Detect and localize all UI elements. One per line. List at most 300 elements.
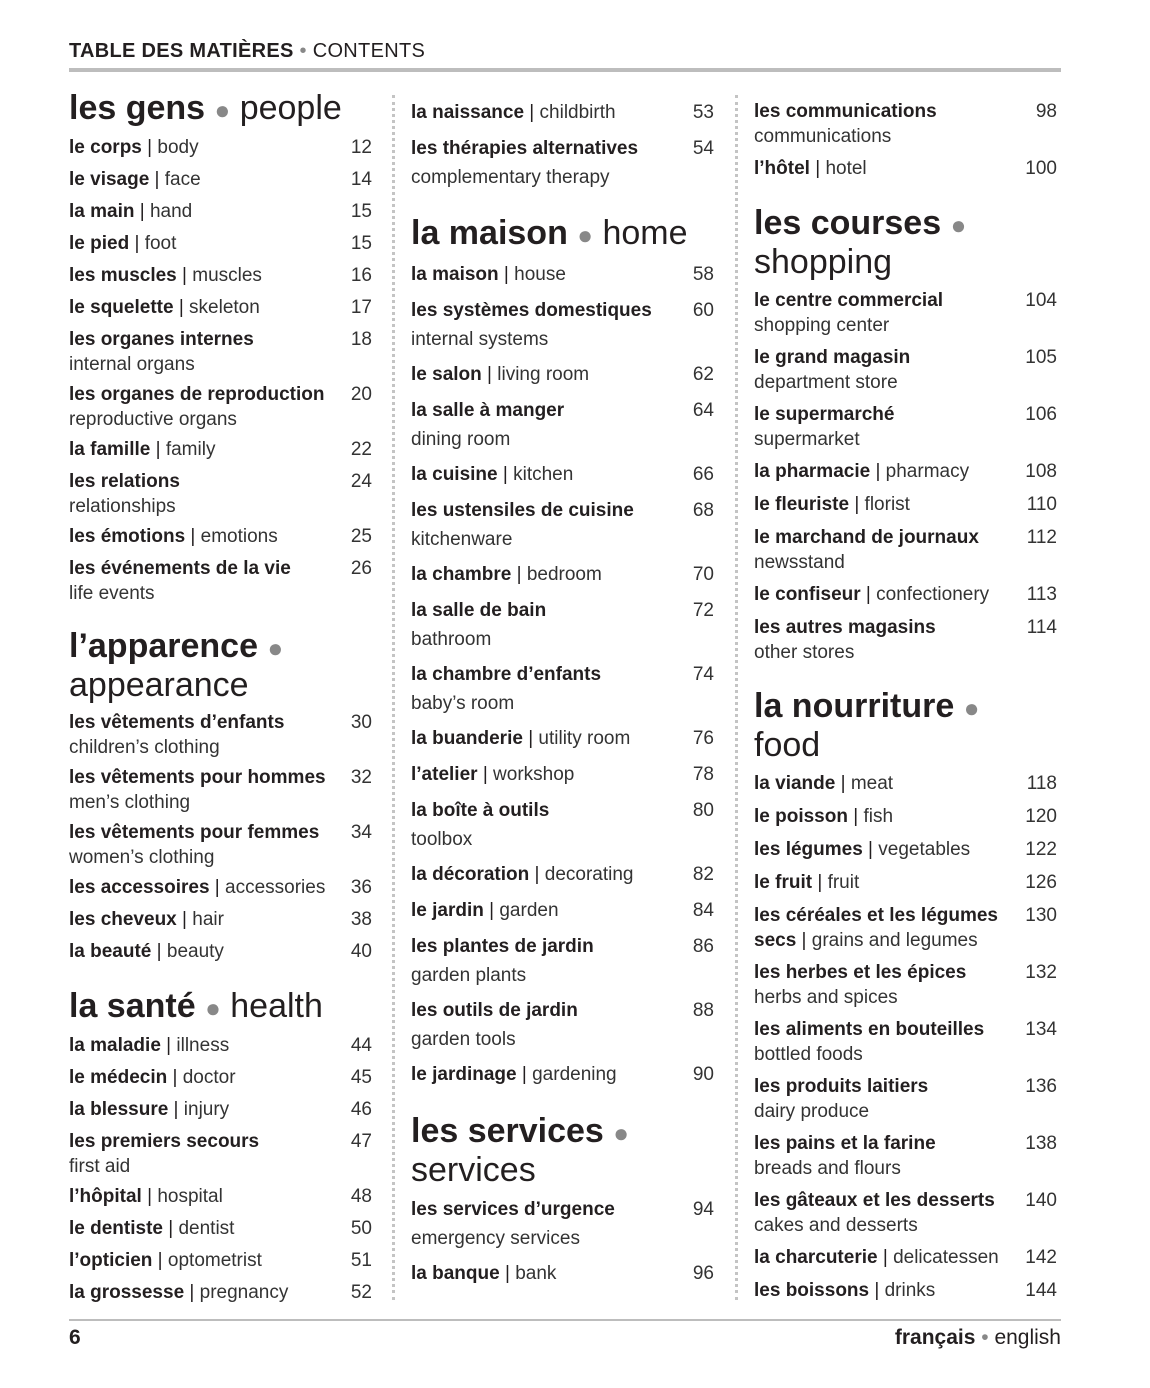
toc-entry[interactable] [411, 257, 714, 293]
entry-title-fr[interactable]: la salle de bain [411, 600, 547, 621]
entry-line: l’opticien | optometrist [69, 1250, 262, 1271]
entry-line [411, 1225, 674, 1253]
entry-title-fr-cont[interactable]: secs [754, 929, 797, 951]
contents-column-2 [411, 95, 714, 1292]
entry-title-fr[interactable]: les vêtements pour hommes [69, 767, 326, 788]
entry-page-number: 122 [1025, 839, 1057, 860]
entry-title-fr[interactable]: les gâteaux et les desserts [754, 1190, 995, 1211]
entry-line [754, 551, 1017, 575]
entry-page-number: 80 [692, 800, 714, 821]
entry-title-en: emergency services [411, 1228, 580, 1249]
entry-line [411, 626, 674, 654]
entry-line [411, 164, 674, 192]
entry-text [411, 993, 674, 1057]
entry-title-fr[interactable]: la buanderie [411, 728, 523, 749]
entry-text [69, 132, 332, 164]
entry-title-fr[interactable]: les services d’urgence [411, 1199, 615, 1220]
toc-entry[interactable] [69, 936, 372, 968]
entry-title-fr[interactable]: la cuisine [411, 464, 498, 485]
entry-page-number: 36 [350, 877, 372, 898]
entry-page-number: 126 [1025, 872, 1057, 893]
entry-text [411, 393, 674, 457]
toc-entry[interactable] [754, 956, 1057, 1013]
entry-text [411, 1057, 674, 1093]
entry-title-fr[interactable]: les pains et la farine [754, 1133, 936, 1154]
entry-title-fr[interactable]: les organes de reproduction [69, 384, 325, 405]
entry-title-fr[interactable]: le jardinage [411, 1064, 517, 1085]
entry-title-fr[interactable]: le grand magasin [754, 347, 911, 368]
toc-entry[interactable] [754, 1070, 1057, 1127]
entry-title-fr[interactable]: les événements de la vie [69, 558, 291, 579]
entry-text [411, 657, 674, 721]
entry-title-en: first aid [69, 1155, 131, 1177]
toc-entry[interactable] [754, 398, 1057, 455]
entry-text [754, 956, 1017, 1013]
entry-page-number: 120 [1025, 806, 1057, 827]
toc-entry[interactable] [69, 707, 372, 762]
section-title-fr: les courses [754, 204, 942, 242]
entry-title-fr[interactable]: le médecin [69, 1067, 168, 1088]
entry-title-fr[interactable]: la viande [754, 773, 836, 794]
entry-page-number: 84 [692, 900, 714, 921]
entry-title-fr[interactable]: les systèmes domestiques [411, 300, 652, 321]
entry-title-en: men’s clothing [69, 791, 191, 813]
toc-entry[interactable] [754, 1013, 1057, 1070]
entry-title-en: skeleton [189, 297, 260, 318]
toc-entry[interactable] [69, 872, 372, 904]
entry-title-fr[interactable]: les premiers secours [69, 1131, 260, 1152]
entry-line: secs | grains and legumes [754, 929, 978, 951]
entry-page-number: 18 [350, 329, 372, 350]
entry-title-fr[interactable]: les émotions [69, 526, 186, 547]
entry-title-en: department store [754, 371, 898, 393]
entry-page-number: 30 [350, 712, 372, 733]
entry-page-number: 68 [692, 500, 714, 521]
entry-line [69, 817, 332, 849]
entry-line: la blessure | injury [69, 1099, 230, 1120]
entry-title-fr[interactable]: le corps [69, 137, 142, 158]
entry-title-en: dining room [411, 429, 511, 450]
entry-title-fr[interactable]: la blessure [69, 1099, 169, 1120]
entry-title-fr[interactable]: les boissons [754, 1280, 870, 1301]
entry-text [411, 793, 674, 857]
toc-entry[interactable] [69, 260, 372, 292]
entry-page-number: 25 [350, 526, 372, 547]
toc-entry[interactable] [411, 857, 714, 893]
entry-page-number: 22 [350, 439, 372, 460]
toc-entry[interactable] [69, 1181, 372, 1213]
toc-entry[interactable] [411, 721, 714, 757]
entry-line [754, 521, 1017, 554]
bullet-separator: • [299, 40, 307, 62]
entry-line [69, 324, 332, 356]
toc-entry[interactable] [69, 1030, 372, 1062]
entry-text [754, 1070, 1017, 1127]
entry-title-en: communications [754, 125, 892, 147]
entry-line: la décoration | decorating [411, 864, 634, 885]
entry-title-en: women’s clothing [69, 846, 215, 868]
entry-title-en: garden [499, 900, 559, 921]
entry-title-en: kitchenware [411, 529, 513, 550]
section-title-en: services [411, 1151, 536, 1189]
toc-entry[interactable] [69, 292, 372, 324]
toc-entry[interactable] [411, 993, 714, 1057]
toc-entry[interactable] [411, 557, 714, 593]
entry-title-fr[interactable]: le poisson [754, 806, 848, 827]
footer-lang-fr: français [894, 1326, 976, 1349]
column-divider [392, 95, 395, 1300]
entry-title-fr[interactable]: l’hôtel [754, 158, 810, 179]
entry-title-fr[interactable]: le pied [69, 233, 130, 254]
toc-entry[interactable] [754, 611, 1057, 668]
entry-text [69, 872, 332, 904]
entry-line: la charcuterie | delicatessen [754, 1247, 999, 1268]
entry-title-en: bedroom [526, 564, 602, 585]
entry-line: la buanderie | utility room [411, 728, 631, 749]
toc-entry[interactable] [411, 929, 714, 993]
entry-text [411, 1192, 674, 1256]
entry-title-en: grains and legumes [811, 929, 978, 951]
entry-page-number: 48 [350, 1186, 372, 1207]
entry-text [69, 817, 332, 872]
entry-title-fr[interactable]: les muscles [69, 265, 177, 286]
entry-title-fr[interactable]: la pharmacie [754, 461, 871, 482]
entry-title-en: accessories [225, 877, 326, 898]
entry-text [411, 557, 674, 593]
entry-title-fr[interactable]: les vêtements d’enfants [69, 712, 285, 733]
entry-title-fr[interactable]: l’opticien [69, 1250, 153, 1271]
toc-entry[interactable] [69, 817, 372, 872]
entry-title-en: doctor [182, 1067, 236, 1088]
entry-page-number: 104 [1025, 290, 1057, 311]
entry-title-en: delicatessen [893, 1247, 999, 1268]
footer-languages [895, 1326, 1061, 1350]
entry-title-fr[interactable]: la naissance [411, 102, 525, 123]
entry-title-en: workshop [493, 764, 575, 785]
entry-text [411, 893, 674, 929]
entry-title-fr[interactable]: les légumes [754, 839, 863, 860]
bullet-separator: ● [214, 95, 231, 125]
entry-title-en: living room [497, 364, 590, 385]
entry-title-fr[interactable]: l’atelier [411, 764, 478, 785]
entry-line [69, 762, 332, 794]
entry-line [411, 793, 674, 829]
entry-line [69, 553, 332, 585]
entry-line: le pied | foot [69, 233, 177, 254]
entry-line [69, 736, 332, 759]
entry-title-fr[interactable]: le centre commercial [754, 290, 944, 311]
toc-entry[interactable] [754, 1241, 1057, 1274]
entry-title-fr[interactable]: la charcuterie [754, 1247, 878, 1268]
toc-entry[interactable] [754, 488, 1057, 521]
entry-text [69, 521, 332, 553]
entry-line [69, 379, 332, 411]
toc-entry[interactable] [411, 457, 714, 493]
toc-entry[interactable] [69, 132, 372, 164]
entry-text [754, 1241, 1017, 1274]
entry-text [754, 284, 1017, 341]
entry-title-fr[interactable]: le salon [411, 364, 482, 385]
entry-line [754, 611, 1017, 644]
entry-title-fr[interactable]: les herbes et les épices [754, 962, 967, 983]
entry-page-number: 142 [1025, 1247, 1057, 1268]
entry-title-en: life events [69, 582, 155, 604]
entry-title-fr[interactable]: la famille [69, 439, 151, 460]
entry-text [69, 1181, 332, 1213]
toc-entry[interactable] [69, 164, 372, 196]
entry-line [754, 1184, 1017, 1217]
entry-title-fr[interactable]: la boîte à outils [411, 800, 550, 821]
entry-title-en: muscles [192, 265, 262, 286]
entry-title-fr[interactable]: le jardin [411, 900, 484, 921]
entry-title-fr[interactable]: la chambre [411, 564, 512, 585]
toc-entry[interactable] [69, 1126, 372, 1181]
header-rule [69, 68, 1061, 72]
entry-title-fr[interactable]: les communications [754, 101, 937, 122]
toc-entry[interactable] [69, 521, 372, 553]
toc-entry[interactable] [411, 757, 714, 793]
entry-title-en: baby’s room [411, 693, 515, 714]
entry-title-en: house [514, 264, 566, 285]
toc-entry[interactable] [69, 466, 372, 521]
entry-line [411, 1192, 674, 1228]
entry-title-en: internal organs [69, 353, 195, 375]
entry-page-number: 12 [350, 137, 372, 158]
entry-page-number: 20 [350, 384, 372, 405]
entry-text [754, 800, 1017, 833]
entry-title-fr[interactable]: le supermarché [754, 404, 895, 425]
entry-text [754, 899, 1017, 956]
entry-title-fr[interactable]: les thérapies alternatives [411, 138, 639, 159]
entry-page-number: 110 [1026, 494, 1057, 515]
section-title-en: appearance [69, 666, 249, 704]
contents-column-1 [69, 90, 372, 1309]
toc-entry[interactable] [69, 553, 372, 608]
entry-text [69, 1094, 332, 1126]
entry-page-number: 16 [350, 265, 372, 286]
entry-line [754, 1214, 1017, 1238]
toc-entry[interactable] [754, 578, 1057, 611]
entry-title-en: illness [176, 1035, 230, 1056]
entry-title-fr[interactable]: les plantes de jardin [411, 936, 594, 957]
entry-title-fr[interactable]: les aliments en bouteilles [754, 1019, 985, 1040]
toc-entry[interactable] [411, 95, 714, 131]
entry-title-en: family [165, 439, 216, 460]
entry-text [754, 611, 1017, 668]
toc-entry[interactable] [754, 284, 1057, 341]
entry-page-number: 114 [1026, 617, 1057, 638]
toc-entry[interactable] [754, 1184, 1057, 1241]
toc-entry[interactable] [754, 800, 1057, 833]
toc-entry[interactable] [411, 131, 714, 195]
bullet-separator: ● [267, 633, 284, 663]
toc-entry[interactable] [411, 893, 714, 929]
toc-entry[interactable] [69, 762, 372, 817]
entry-page-number: 54 [692, 138, 714, 159]
entry-title-en: fish [863, 806, 894, 827]
entry-title-fr[interactable]: le fleuriste [754, 494, 850, 515]
toc-entry[interactable] [69, 1245, 372, 1277]
entry-line [411, 690, 674, 718]
entry-line: la viande | meat [754, 773, 894, 794]
entry-page-number: 70 [692, 564, 714, 585]
toc-entry[interactable] [754, 1127, 1057, 1184]
entry-page-number: 34 [350, 822, 372, 843]
entry-title-fr[interactable]: l’hôpital [69, 1186, 142, 1207]
entry-page-number: 130 [1025, 905, 1057, 926]
entry-text [754, 398, 1017, 455]
entry-line: le confiseur | confectionery [754, 584, 990, 605]
entry-title-fr[interactable]: la maison [411, 264, 499, 285]
section-heading [69, 628, 372, 704]
toc-entry[interactable] [411, 1192, 714, 1256]
entry-page-number: 105 [1025, 347, 1057, 368]
toc-entry[interactable] [411, 793, 714, 857]
section-heading [69, 90, 372, 129]
entry-line [754, 986, 1017, 1010]
entry-title-fr[interactable]: la beauté [69, 941, 152, 962]
entry-title-en: shopping center [754, 314, 890, 336]
entry-line: le médecin | doctor [69, 1067, 236, 1088]
toc-entry[interactable] [754, 899, 1057, 956]
entry-page-number: 88 [692, 1000, 714, 1021]
entry-page-number: 44 [350, 1035, 372, 1056]
bullet-separator: ● [613, 1118, 630, 1148]
entry-title-en: utility room [538, 728, 631, 749]
entry-line: la chambre | bedroom [411, 564, 602, 585]
entry-text [69, 164, 332, 196]
toc-entry[interactable] [411, 393, 714, 457]
toc-entry[interactable] [754, 866, 1057, 899]
entry-text [69, 228, 332, 260]
entry-line: le corps | body [69, 137, 199, 158]
toc-entry[interactable] [754, 455, 1057, 488]
toc-entry[interactable] [411, 657, 714, 721]
entry-title-en: bathroom [411, 629, 492, 650]
toc-entry[interactable] [69, 1277, 372, 1309]
entry-title-fr[interactable]: la chambre d’enfants [411, 664, 602, 685]
section-heading [69, 988, 372, 1027]
entry-title-fr[interactable]: la maladie [69, 1035, 161, 1056]
toc-entry[interactable] [411, 357, 714, 393]
entry-title-fr[interactable]: le fruit [754, 872, 813, 893]
entry-title-en: pharmacy [885, 461, 970, 482]
entry-line [754, 341, 1017, 374]
entry-page-number: 76 [692, 728, 714, 749]
entry-line [69, 1126, 332, 1158]
entry-title-fr[interactable]: la grossesse [69, 1282, 185, 1303]
entry-title-en: pregnancy [199, 1282, 289, 1303]
entry-line [411, 1026, 674, 1054]
toc-entry[interactable] [754, 833, 1057, 866]
entry-title-fr[interactable]: la décoration [411, 864, 530, 885]
entry-title-fr[interactable]: les vêtements pour femmes [69, 822, 320, 843]
entry-title-fr[interactable]: le confiseur [754, 584, 861, 605]
section-title-fr: la santé [69, 987, 196, 1025]
toc-entry[interactable] [754, 767, 1057, 800]
toc-entry[interactable] [411, 493, 714, 557]
entry-line [754, 398, 1017, 431]
toc-entry[interactable] [754, 341, 1057, 398]
entry-title-fr[interactable]: le squelette [69, 297, 174, 318]
entry-title-fr[interactable]: le visage [69, 169, 150, 190]
entry-title-fr[interactable]: les autres magasins [754, 617, 936, 638]
entry-line: l’atelier | workshop [411, 764, 575, 785]
entry-title-fr[interactable]: les produits laitiers [754, 1076, 929, 1097]
entry-text [411, 493, 674, 557]
entry-page-number: 94 [692, 1199, 714, 1220]
toc-entry[interactable] [69, 324, 372, 379]
entry-line: le poisson | fish [754, 806, 894, 827]
entry-title-fr[interactable]: la banque [411, 1263, 500, 1284]
entry-text [69, 553, 332, 608]
entry-page-number: 100 [1025, 158, 1057, 179]
toc-entry[interactable] [754, 95, 1057, 152]
entry-page-number: 90 [692, 1064, 714, 1085]
entry-title-en: dairy produce [754, 1100, 870, 1122]
entry-title-en: drinks [884, 1280, 936, 1301]
section-heading [411, 1113, 714, 1189]
toc-entry[interactable] [69, 228, 372, 260]
entry-line: la beauté | beauty [69, 941, 224, 962]
toc-entry[interactable] [754, 521, 1057, 578]
toc-entry[interactable] [411, 1057, 714, 1093]
entry-text [754, 1127, 1017, 1184]
entry-title-fr[interactable]: les ustensiles de cuisine [411, 500, 634, 521]
toc-entry[interactable] [69, 434, 372, 466]
entry-title-fr[interactable]: la salle à manger [411, 400, 565, 421]
entry-line: l’hôtel | hotel [754, 158, 867, 179]
toc-entry[interactable] [754, 152, 1057, 185]
section-title-en: shopping [754, 243, 893, 281]
toc-entry[interactable] [754, 1274, 1057, 1307]
entry-title-fr[interactable]: les céréales et les légumes [754, 905, 998, 926]
entry-page-number: 40 [350, 941, 372, 962]
entry-title-fr[interactable]: le dentiste [69, 1218, 163, 1239]
entry-text [69, 196, 332, 228]
entry-title-fr[interactable]: les outils de jardin [411, 1000, 578, 1021]
header-title-fr: TABLE DES MATIÈRES [69, 40, 294, 62]
entry-title-fr[interactable]: les accessoires [69, 877, 210, 898]
entry-title-fr[interactable]: la main [69, 201, 135, 222]
entry-page-number: 74 [692, 664, 714, 685]
toc-entry[interactable] [69, 1062, 372, 1094]
toc-entry[interactable] [69, 1213, 372, 1245]
entry-text [754, 1184, 1017, 1241]
entry-line [754, 314, 1017, 338]
entry-title-en: foot [144, 233, 177, 254]
toc-entry[interactable] [69, 904, 372, 936]
toc-entry[interactable] [69, 196, 372, 228]
entry-line [754, 125, 1017, 149]
entry-title-fr[interactable]: le marchand de journaux [754, 527, 979, 548]
toc-entry[interactable] [69, 379, 372, 434]
entry-page-number: 14 [350, 169, 372, 190]
toc-entry[interactable] [411, 293, 714, 357]
entry-title-fr[interactable]: les relations [69, 471, 180, 492]
entry-line [754, 284, 1017, 317]
toc-entry[interactable] [69, 1094, 372, 1126]
entry-text [411, 593, 674, 657]
entry-line: la maison | house [411, 264, 566, 285]
toc-entry[interactable] [411, 1256, 714, 1292]
toc-entry[interactable] [411, 593, 714, 657]
entry-line [411, 493, 674, 529]
entry-title-fr[interactable]: les cheveux [69, 909, 177, 930]
entry-title-fr[interactable]: les organes internes [69, 329, 254, 350]
entry-page-number: 53 [692, 102, 714, 123]
entry-text [411, 929, 674, 993]
